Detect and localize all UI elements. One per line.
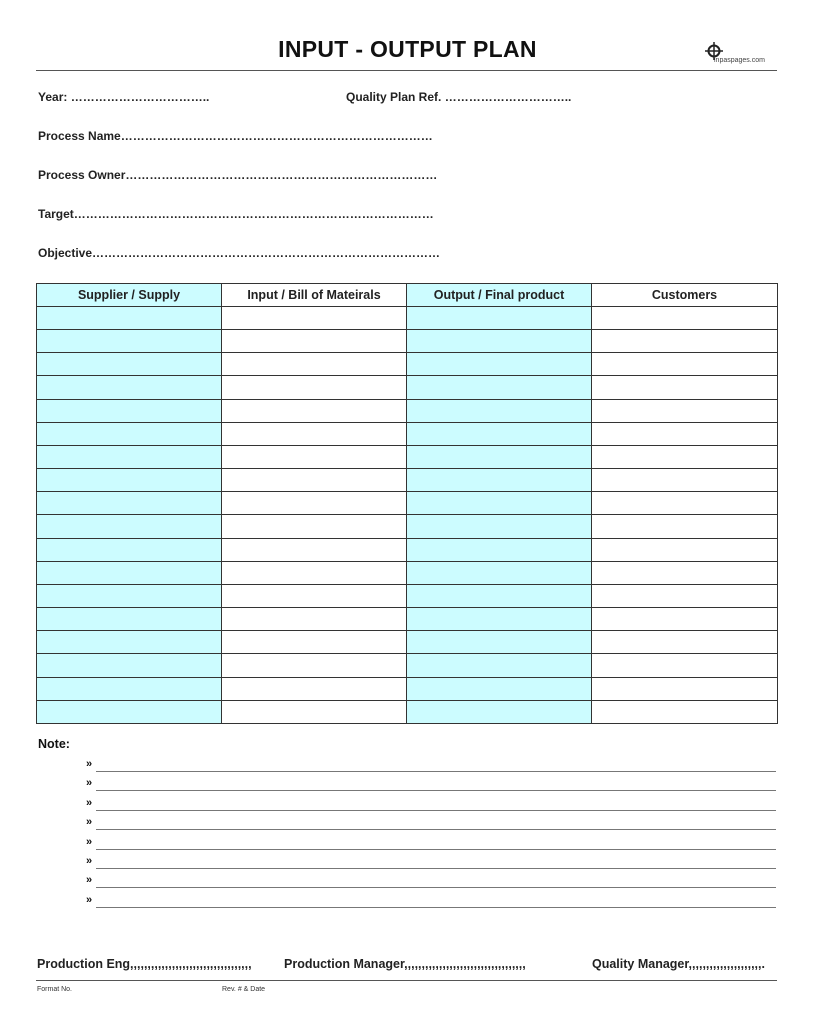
note-rule <box>96 829 776 830</box>
note-label: Note: <box>38 737 70 751</box>
table-cell-input[interactable] <box>222 330 407 353</box>
table-cell-output[interactable] <box>407 608 592 631</box>
table-cell-input[interactable] <box>222 469 407 492</box>
note-rule <box>96 810 776 811</box>
table-cell-supplier[interactable] <box>37 307 222 330</box>
production-manager-signature[interactable]: Production Manager,,,,,,,,,,,,,,,,,,,,,,,,,,,,,,,,,,, <box>284 957 526 971</box>
logo-text: inpaspages.com <box>714 57 765 64</box>
table-cell-output[interactable] <box>407 561 592 584</box>
note-bullet: » <box>86 835 93 848</box>
table-row <box>37 700 778 723</box>
table-cell-output[interactable] <box>407 469 592 492</box>
note-rule <box>96 771 776 772</box>
table-row <box>37 492 778 515</box>
note-line[interactable] <box>86 760 776 772</box>
table-cell-input[interactable] <box>222 515 407 538</box>
table-cell-supplier[interactable] <box>37 376 222 399</box>
table-row <box>37 353 778 376</box>
note-bullet: » <box>86 893 93 906</box>
table-cell-output[interactable] <box>407 422 592 445</box>
table-row <box>37 654 778 677</box>
note-bullet: » <box>86 758 93 770</box>
table-cell-supplier[interactable] <box>37 700 222 723</box>
page-title: INPUT - OUTPUT PLAN <box>278 36 537 62</box>
table-cell-customers[interactable] <box>592 561 778 584</box>
footer-divider <box>36 980 777 981</box>
table-cell-customers[interactable] <box>592 654 778 677</box>
table-cell-supplier[interactable] <box>37 330 222 353</box>
note-bullet: » <box>86 816 93 829</box>
quality-plan-ref-field[interactable]: Quality Plan Ref. ………………………….. <box>346 90 572 104</box>
note-line[interactable] <box>86 835 776 850</box>
table-row <box>37 677 778 700</box>
table-cell-input[interactable] <box>222 608 407 631</box>
table-cell-supplier[interactable] <box>37 399 222 422</box>
column-header-customers: Customers <box>592 284 778 307</box>
table-cell-input[interactable] <box>222 654 407 677</box>
table-cell-output[interactable] <box>407 538 592 561</box>
table-cell-output[interactable] <box>407 307 592 330</box>
table-cell-customers[interactable] <box>592 469 778 492</box>
table-row <box>37 561 778 584</box>
table-row <box>37 330 778 353</box>
table-cell-input[interactable] <box>222 422 407 445</box>
note-bullet: » <box>86 855 93 867</box>
table-cell-output[interactable] <box>407 399 592 422</box>
note-line[interactable] <box>86 818 776 830</box>
quality-manager-signature[interactable]: Quality Manager,,,,,,,,,,,,,,,,,,,,,. <box>592 957 765 971</box>
note-bullet: » <box>86 796 93 809</box>
table-cell-input[interactable] <box>222 631 407 654</box>
table-cell-customers[interactable] <box>592 515 778 538</box>
note-rule <box>96 849 776 850</box>
table-cell-input[interactable] <box>222 700 407 723</box>
table-cell-input[interactable] <box>222 538 407 561</box>
table-cell-customers[interactable] <box>592 376 778 399</box>
table-cell-supplier[interactable] <box>37 608 222 631</box>
table-body <box>37 307 778 724</box>
note-bullet: » <box>86 874 93 887</box>
note-line[interactable] <box>86 876 776 888</box>
table-cell-output[interactable] <box>407 330 592 353</box>
table-cell-customers[interactable] <box>592 353 778 376</box>
table-cell-input[interactable] <box>222 399 407 422</box>
note-bullet: » <box>86 777 93 790</box>
note-line[interactable] <box>86 779 776 791</box>
table-cell-output[interactable] <box>407 631 592 654</box>
table-cell-supplier[interactable] <box>37 353 222 376</box>
table-row <box>37 376 778 399</box>
table-cell-customers[interactable] <box>592 307 778 330</box>
note-rule <box>96 887 776 888</box>
rev-date-label: Rev. # & Date <box>222 986 266 993</box>
table-cell-output[interactable] <box>407 445 592 468</box>
column-header-supplier: Supplier / Supply <box>37 284 222 307</box>
note-line[interactable] <box>86 893 776 908</box>
table-cell-output[interactable] <box>407 515 592 538</box>
note-line[interactable] <box>86 857 776 869</box>
process-owner-field[interactable]: Process Owner…………………………………………………………………… <box>38 168 438 182</box>
table-cell-supplier[interactable] <box>37 422 222 445</box>
table-cell-customers[interactable] <box>592 422 778 445</box>
objective-field[interactable]: Objective…………………………………………………………………………… <box>38 246 441 260</box>
table-row <box>37 631 778 654</box>
table-cell-customers[interactable] <box>592 330 778 353</box>
process-name-field[interactable]: Process Name…………………………………………………………………… <box>38 129 433 143</box>
year-field[interactable]: Year: …………………………….. <box>38 90 210 104</box>
table-cell-customers[interactable] <box>592 492 778 515</box>
table-cell-customers[interactable] <box>592 608 778 631</box>
table-cell-input[interactable] <box>222 376 407 399</box>
table-cell-supplier[interactable] <box>37 492 222 515</box>
table-cell-input[interactable] <box>222 561 407 584</box>
table-cell-output[interactable] <box>407 700 592 723</box>
note-rule <box>96 907 776 908</box>
table-row <box>37 422 778 445</box>
table-cell-input[interactable] <box>222 353 407 376</box>
table-cell-input[interactable] <box>222 677 407 700</box>
table-cell-input[interactable] <box>222 584 407 607</box>
table-row <box>37 515 778 538</box>
table-cell-supplier[interactable] <box>37 677 222 700</box>
table-cell-output[interactable] <box>407 677 592 700</box>
table-row <box>37 445 778 468</box>
table-cell-customers[interactable] <box>592 631 778 654</box>
table-row <box>37 399 778 422</box>
logo <box>704 42 776 66</box>
table-cell-customers[interactable] <box>592 584 778 607</box>
table-cell-customers[interactable] <box>592 399 778 422</box>
table-row <box>37 469 778 492</box>
table-row <box>37 608 778 631</box>
table-cell-supplier[interactable] <box>37 561 222 584</box>
table-row <box>37 584 778 607</box>
table-cell-customers[interactable] <box>592 445 778 468</box>
table-cell-output[interactable] <box>407 492 592 515</box>
target-field[interactable]: Target……………………………………………………………………………… <box>38 207 434 221</box>
note-line[interactable] <box>86 796 776 811</box>
table-cell-output[interactable] <box>407 584 592 607</box>
title-divider <box>36 70 777 71</box>
table-cell-input[interactable] <box>222 492 407 515</box>
table-cell-supplier[interactable] <box>37 538 222 561</box>
table-cell-output[interactable] <box>407 654 592 677</box>
table-cell-supplier[interactable] <box>37 584 222 607</box>
column-header-output: Output / Final product <box>407 284 592 307</box>
table-cell-supplier[interactable] <box>37 445 222 468</box>
table-cell-output[interactable] <box>407 376 592 399</box>
table-cell-supplier[interactable] <box>37 469 222 492</box>
input-output-table <box>36 283 778 724</box>
table-cell-input[interactable] <box>222 445 407 468</box>
table-row <box>37 307 778 330</box>
table-cell-supplier[interactable] <box>37 631 222 654</box>
table-cell-supplier[interactable] <box>37 654 222 677</box>
format-no-label: Format No. <box>37 986 73 993</box>
table-cell-input[interactable] <box>222 307 407 330</box>
production-eng-signature[interactable]: Production Eng,,,,,,,,,,,,,,,,,,,,,,,,,,,,,,,,,,, <box>37 957 252 971</box>
table-cell-supplier[interactable] <box>37 515 222 538</box>
column-header-input: Input / Bill of Mateirals <box>222 284 407 307</box>
table-row <box>37 538 778 561</box>
table-cell-output[interactable] <box>407 353 592 376</box>
table-cell-customers[interactable] <box>592 700 778 723</box>
table-cell-customers[interactable] <box>592 538 778 561</box>
table-header-row <box>37 284 778 307</box>
note-rule <box>96 868 776 869</box>
note-rule <box>96 790 776 791</box>
table-cell-customers[interactable] <box>592 677 778 700</box>
